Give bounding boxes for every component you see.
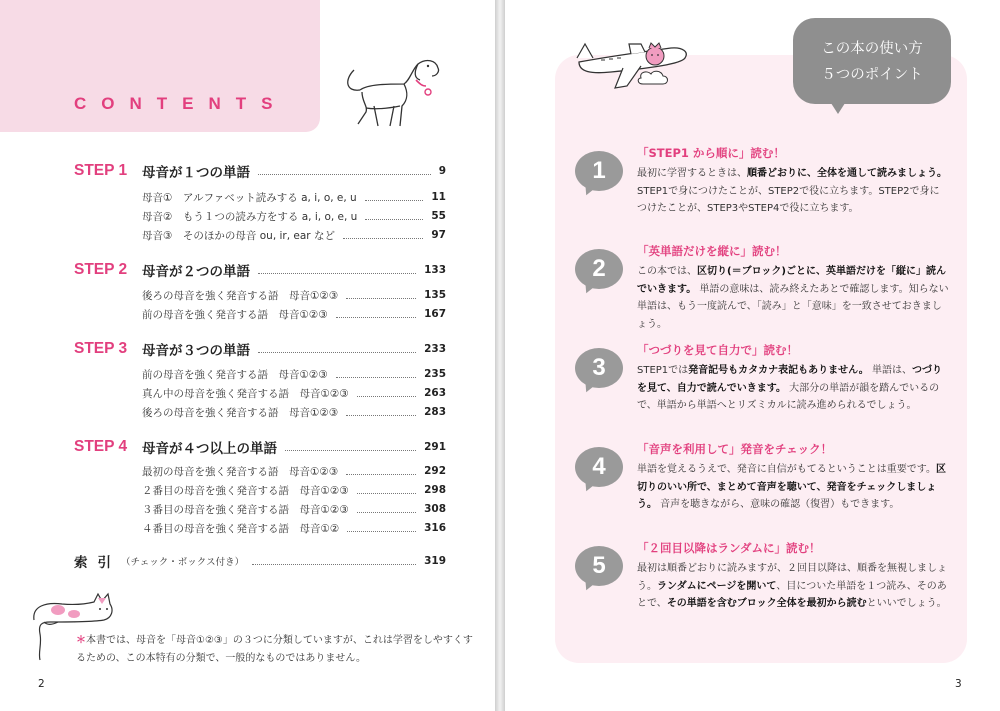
body-text: 単語を覚えるうえで、発音に自信がもてるということは重要です。: [637, 464, 936, 475]
point-number-badge: 4: [575, 447, 623, 487]
point-title: 「つづりを見て自力で」読む！: [637, 343, 798, 357]
index-subtitle: （チェック・ボックス付き）: [121, 557, 245, 568]
step-label: STEP 2: [74, 261, 128, 278]
body-text-bold: 区切りのいい所で、まとめて音声を聴いて、発音をチェックしましょう。: [637, 464, 946, 510]
dog-illustration-icon: [338, 50, 446, 132]
sub-entry-text: 母音① アルファベット読みする a, i, o, e, u: [142, 191, 357, 204]
page-number: 308: [424, 503, 446, 515]
contents-title: CONTENTS: [74, 94, 288, 113]
point-body: [637, 263, 949, 333]
page-number: 133: [424, 264, 446, 276]
point-body: [637, 461, 949, 514]
step-title: 母音が１つの単語: [142, 165, 250, 181]
body-text: 最初に学習するときは、: [637, 168, 747, 179]
dot-leader: [258, 352, 416, 353]
toc-sub-entry[interactable]: [142, 286, 446, 304]
body-text: この本では、: [637, 266, 697, 277]
dot-leader: [346, 298, 416, 299]
speech-bubble-tail: [829, 100, 847, 114]
dot-leader: [258, 273, 416, 274]
point-number-badge: 2: [575, 249, 623, 289]
body-text: STEP1で身につけたことが、STEP2で役に立ちます。STEP2で身につけたことが、STEP3やSTEP4で役に立ちます。: [637, 185, 940, 214]
page-number: 292: [424, 465, 446, 477]
toc-sub-entry[interactable]: [142, 384, 446, 402]
dot-leader: [365, 200, 424, 201]
toc-sub-entry[interactable]: [142, 481, 446, 499]
point-number-badge: 1: [575, 151, 623, 191]
sub-entry-text: 後ろの母音を強く発音する語 母音①②③: [142, 406, 339, 419]
toc-sub-entry[interactable]: [142, 403, 446, 421]
body-text: 最初は順番どおりに読みますが、２回目以降は、順番を無視しましょう。: [637, 563, 947, 592]
point-title: 「STEP1 から順に」読む！: [637, 146, 785, 160]
dot-leader: [252, 564, 416, 565]
speech-line-2: ５つのポイント: [821, 67, 923, 83]
page-number: 298: [424, 484, 446, 496]
dot-leader: [357, 493, 416, 494]
toc-sub-entry[interactable]: [142, 519, 446, 537]
toc-index[interactable]: [74, 550, 446, 572]
sub-entry-text: 母音③ そのほかの母音 ou, ir, ear など: [142, 229, 335, 242]
page-number: 316: [424, 522, 446, 534]
toc-step-2[interactable]: [74, 259, 446, 281]
toc-sub-entry[interactable]: [142, 365, 446, 383]
dot-leader: [258, 174, 431, 175]
body-text: STEP1では: [637, 365, 689, 376]
page-number-right: 3: [955, 678, 962, 690]
point-title: 「２回目以降はランダムに」読む！: [637, 541, 821, 555]
dot-leader: [336, 317, 416, 318]
point-number-badge: 5: [575, 546, 623, 586]
speech-line-1: この本の使い方: [821, 41, 923, 57]
page-number-left: 2: [38, 678, 45, 690]
footnote-mark: ＊: [76, 635, 86, 646]
body-text-bold: つづりを見て、自力で読んでいきます。: [637, 365, 942, 394]
body-text: 大部分の単語が韻を踏んでいるので、単語から単語へとリズミカルに読み進められるでしょう。: [637, 382, 940, 411]
speech-bubble: [793, 18, 951, 104]
body-text-bold: 順番どおりに、全体を通して読みましょう。: [747, 168, 947, 179]
toc-sub-entry[interactable]: [142, 226, 446, 244]
page-number: 235: [424, 368, 446, 380]
airplane-illustration-icon: [571, 32, 703, 108]
page-number: 319: [424, 555, 446, 567]
page-number: 291: [424, 441, 446, 453]
dot-leader: [343, 238, 423, 239]
page-number: 135: [424, 289, 446, 301]
right-page: [505, 0, 1000, 711]
toc-sub-entry[interactable]: [142, 207, 446, 225]
book-gutter: [495, 0, 505, 711]
body-text-bold: ランダムにページを開いて: [657, 580, 777, 592]
step-label: STEP 1: [74, 162, 128, 179]
footnote: [76, 632, 480, 668]
step-title: 母音が４つ以上の単語: [142, 441, 277, 457]
sub-entry-text: 最初の母音を強く発音する語 母音①②③: [142, 465, 339, 478]
dot-leader: [365, 219, 423, 220]
page-number: 97: [431, 229, 446, 241]
index-label: 索引: [74, 555, 121, 571]
body-text: 単語は、: [868, 365, 912, 376]
step-title: 母音が３つの単語: [142, 343, 250, 359]
dot-leader: [357, 396, 416, 397]
sub-entry-text: 前の母音を強く発音する語 母音①②③: [142, 308, 328, 321]
page-number: 11: [431, 191, 446, 203]
step-label: STEP 4: [74, 438, 128, 455]
dot-leader: [336, 377, 416, 378]
body-text: 単語の意味は、読み終えたあとで確認します。知らない単語は、もう一度読んで、「読み」と「意味」を一致させておきましょう。: [637, 283, 949, 330]
point-title: 「音声を利用して」発音をチェック！: [637, 442, 833, 456]
toc-step-4[interactable]: [74, 436, 446, 458]
sub-entry-text: 後ろの母音を強く発音する語 母音①②③: [142, 289, 339, 302]
footnote-text: 本書では、母音を「母音①②③」の３つに分類していますが、これは学習をしやすくするための、この本特有の分類で、一般的なものではありません。: [76, 635, 473, 664]
sub-entry-text: ２番目の母音を強く発音する語 母音①②③: [142, 484, 349, 497]
sub-entry-text: 前の母音を強く発音する語 母音①②③: [142, 368, 328, 381]
dot-leader: [346, 415, 416, 416]
left-page: [0, 0, 495, 711]
body-text: 音声を聴きながら、意味の確認（復習）もできます。: [657, 499, 900, 510]
point-body: [637, 165, 949, 218]
page-number: 263: [424, 387, 446, 399]
point-body: [637, 560, 949, 613]
page-number: 167: [424, 308, 446, 320]
page-number: 55: [431, 210, 446, 222]
toc-sub-entry[interactable]: [142, 500, 446, 518]
dot-leader: [346, 474, 416, 475]
body-text-bold: 区切り(＝ブロック)ごとに、英単語だけを「縦に」読んでいきます。: [637, 266, 946, 295]
point-title: 「英単語だけを縦に」読む！: [637, 244, 787, 258]
toc-sub-entry[interactable]: [142, 188, 446, 206]
page-number: 233: [424, 343, 446, 355]
step-label: STEP 3: [74, 340, 128, 357]
body-text: 、目についた単語を１つ読み、そのあとで、: [637, 580, 947, 609]
toc-sub-entry[interactable]: [142, 305, 446, 323]
body-text-bold: その単語を含むブロック全体を最初から読む: [666, 598, 867, 609]
dot-leader: [285, 450, 416, 451]
sub-entry-text: ３番目の母音を強く発音する語 母音①②③: [142, 503, 349, 516]
toc-step-3[interactable]: [74, 338, 446, 360]
point-body: [637, 362, 949, 415]
sub-entry-text: ４番目の母音を強く発音する語 母音①②: [142, 522, 340, 535]
sub-entry-text: 真ん中の母音を強く発音する語 母音①②③: [142, 387, 349, 400]
page-number: 283: [424, 406, 446, 418]
body-text: といいでしょう。: [866, 598, 947, 609]
toc-sub-entry[interactable]: [142, 462, 446, 480]
dot-leader: [357, 512, 416, 513]
body-text-bold: 発音記号もカタカナ表記もありません。: [688, 365, 869, 376]
page-number: 9: [438, 165, 446, 177]
sub-entry-text: 母音② もう１つの読み方をする a, i, o, e, u: [142, 210, 358, 223]
point-number-badge: 3: [575, 348, 623, 388]
dot-leader: [347, 531, 416, 532]
step-title: 母音が２つの単語: [142, 264, 250, 280]
toc-step-1[interactable]: [74, 160, 446, 182]
